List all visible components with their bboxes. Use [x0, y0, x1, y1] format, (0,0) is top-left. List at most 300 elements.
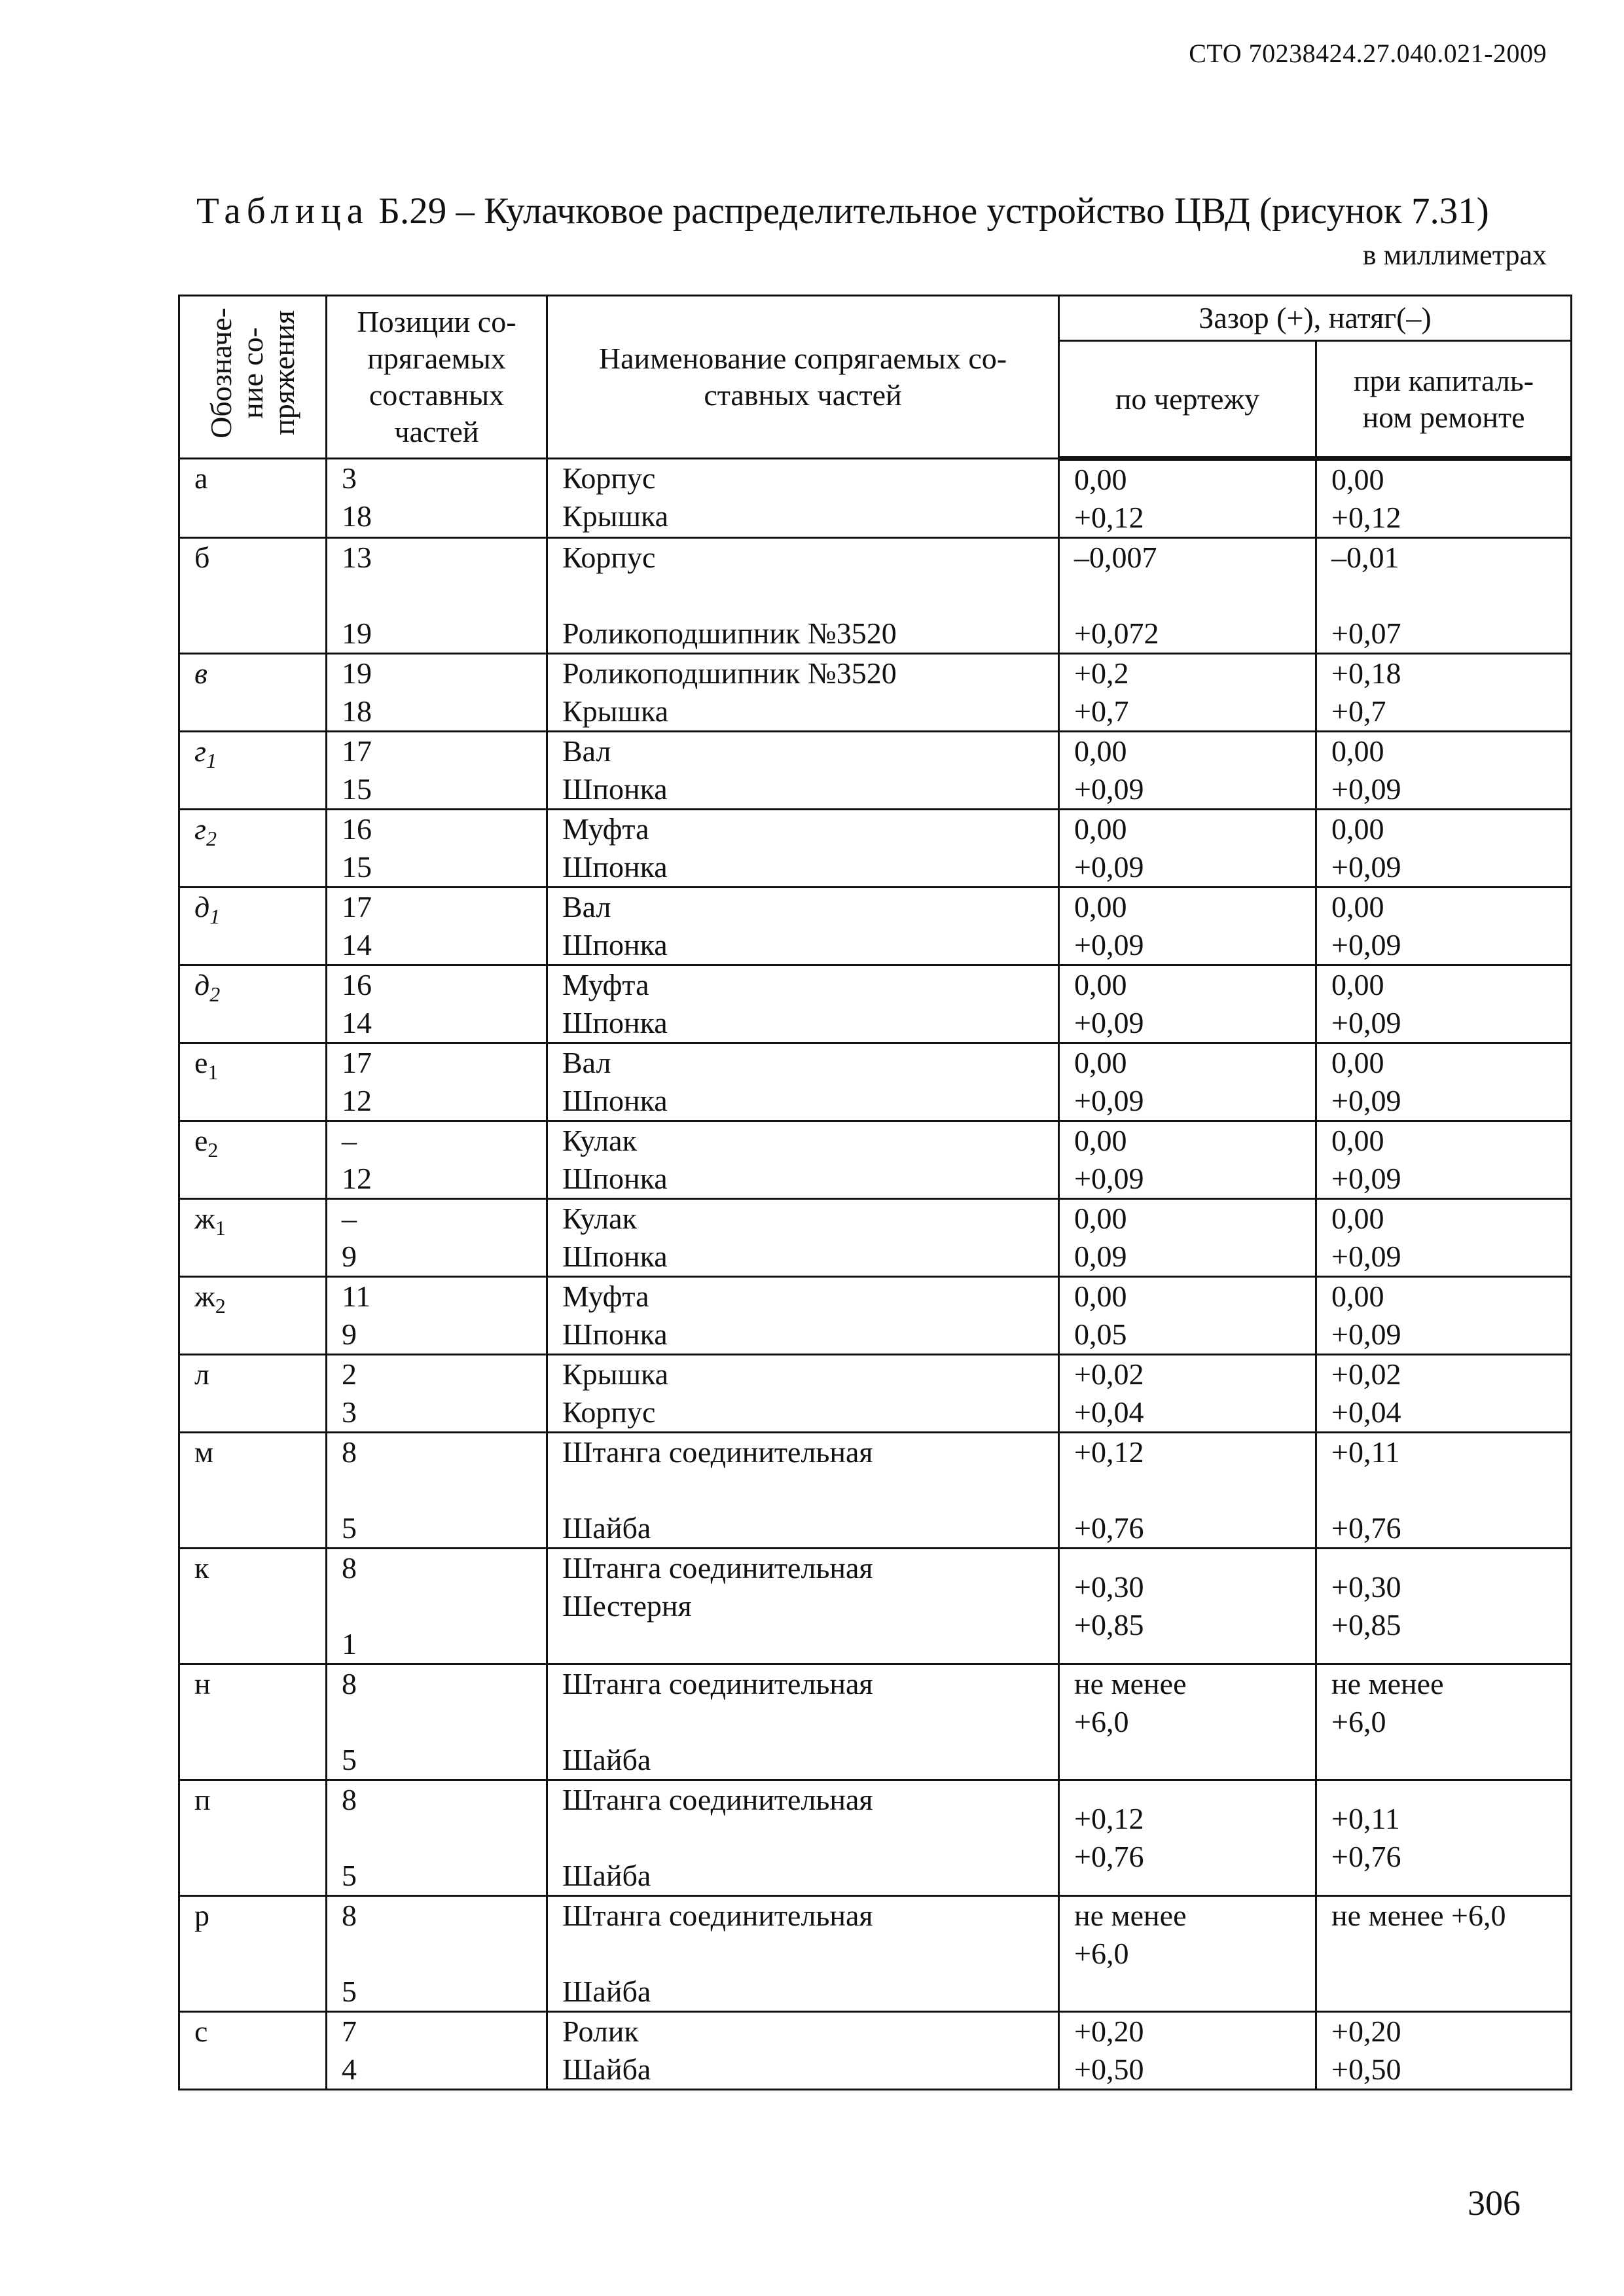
row-repair-value-line: +0,09: [1331, 1162, 1401, 1195]
row-code-subscript: 1: [208, 1060, 219, 1085]
row-code-subscript: 1: [206, 749, 217, 773]
row-positions-line: 3: [342, 461, 357, 495]
row-names-line: Шайба: [562, 2053, 651, 2086]
row-repair-value-line: +0,50: [1331, 2053, 1401, 2086]
row-code-subscript: 2: [215, 1294, 226, 1318]
row-drawing-value-line: +6,0: [1074, 1705, 1129, 1738]
row-code-subscript: 1: [215, 1216, 226, 1240]
row-code-letter: к: [194, 1551, 209, 1585]
row-positions-line: [342, 1935, 532, 1973]
row-positions-line: 19: [342, 656, 372, 690]
units-note: в миллиметрах: [1362, 239, 1547, 271]
row-code: [179, 459, 327, 538]
row-code: [179, 1664, 327, 1780]
row-drawing-value-line: [1074, 1973, 1301, 2011]
table-row: [179, 1355, 1572, 1433]
row-names: [547, 2012, 1059, 2090]
page-number: 306: [1468, 2183, 1521, 2223]
row-repair-value: [1316, 2012, 1572, 2090]
row-positions-line: 5: [342, 1975, 357, 2008]
row-positions-line: [342, 1703, 532, 1741]
row-repair-value-line: +0,09: [1331, 1084, 1401, 1117]
row-names-line: Штанга соединительная: [562, 1551, 873, 1585]
table-title-text: Б.29 – Кулачковое распределительное устройство ЦВД (рисунок 7.31): [378, 190, 1489, 232]
row-drawing-value-line: +0,7: [1074, 694, 1129, 728]
row-drawing-value-line: 0,00: [1074, 812, 1127, 846]
row-repair-value-line: –0,01: [1331, 541, 1399, 574]
row-drawing-value-line: +0,09: [1074, 928, 1144, 961]
row-positions-line: 17: [342, 1046, 372, 1079]
table-row: [179, 1277, 1572, 1355]
row-repair-value: [1316, 1121, 1572, 1199]
row-positions-line: [342, 1587, 532, 1625]
row-code-letter: г: [194, 812, 206, 846]
row-repair-value-line: +0,09: [1331, 1240, 1401, 1273]
row-code-letter: г: [194, 734, 206, 768]
table-row: [179, 538, 1572, 654]
row-repair-value-line: +0,18: [1331, 656, 1401, 690]
row-drawing-value-line: +0,09: [1074, 772, 1144, 806]
row-code: [179, 1277, 327, 1355]
row-names-line: Шпонка: [562, 1240, 668, 1273]
row-names: [547, 1664, 1059, 1780]
row-drawing-value-line: +0,12: [1074, 1802, 1144, 1835]
row-code: [179, 810, 327, 888]
row-names: [547, 1043, 1059, 1121]
row-names: [547, 888, 1059, 965]
fits-table: [178, 295, 1572, 2090]
row-drawing-value-line: +0,09: [1074, 1084, 1144, 1117]
row-positions-line: 16: [342, 968, 372, 1001]
row-drawing-value-line: +0,76: [1074, 1511, 1144, 1545]
row-drawing-value-line: +0,09: [1074, 1006, 1144, 1039]
row-code-letter: ж: [194, 1280, 215, 1313]
row-code-letter: р: [194, 1899, 209, 1932]
row-names-line: Корпус: [562, 541, 656, 574]
table-title: [196, 190, 1489, 232]
header-code-text: Обозначе- ние со- пряжения: [204, 307, 300, 439]
row-repair-value-line: +6,0: [1331, 1705, 1386, 1738]
row-positions: [327, 459, 547, 538]
row-drawing-value-line: +0,2: [1074, 656, 1129, 690]
row-repair-value: [1316, 1433, 1572, 1549]
row-names: [547, 459, 1059, 538]
row-positions: [327, 1896, 547, 2012]
row-positions-line: 9: [342, 1318, 357, 1351]
row-drawing-value: [1059, 1780, 1316, 1896]
row-names-line: Крышка: [562, 694, 669, 728]
row-names-line: Муфта: [562, 1280, 649, 1313]
row-positions-line: 5: [342, 1511, 357, 1545]
row-names-line: Штанга соединительная: [562, 1899, 873, 1932]
row-positions: [327, 1355, 547, 1433]
row-code: [179, 654, 327, 732]
row-names-line: Ролик: [562, 2015, 639, 2048]
row-drawing-value: [1059, 2012, 1316, 2090]
table-row: [179, 732, 1572, 810]
row-drawing-value-line: 0,00: [1074, 1202, 1127, 1235]
row-code: [179, 1896, 327, 2012]
row-code-letter: с: [194, 2015, 208, 2048]
table-row: [179, 459, 1572, 538]
row-names: [547, 1199, 1059, 1277]
row-names-line: Шпонка: [562, 1318, 668, 1351]
row-names-line: Крышка: [562, 1357, 669, 1391]
row-drawing-value-line: [1074, 577, 1301, 615]
header-code: [179, 296, 327, 459]
row-positions: [327, 732, 547, 810]
row-names-line: Шпонка: [562, 1084, 668, 1117]
row-positions-line: 1: [342, 1627, 357, 1660]
row-drawing-value: [1059, 1664, 1316, 1780]
row-names-line: Муфта: [562, 968, 649, 1001]
row-drawing-value-line: 0,00: [1074, 890, 1127, 924]
row-names: [547, 810, 1059, 888]
row-positions-line: 5: [342, 1743, 357, 1776]
row-drawing-value: [1059, 654, 1316, 732]
row-code: [179, 1199, 327, 1277]
row-drawing-value: [1059, 1896, 1316, 2012]
row-drawing-value: [1059, 1277, 1316, 1355]
row-names: [547, 965, 1059, 1043]
row-repair-value: [1316, 1043, 1572, 1121]
row-names-line: Штанга соединительная: [562, 1435, 873, 1469]
row-code-letter: в: [194, 656, 208, 690]
row-drawing-value-line: +0,76: [1074, 1840, 1144, 1873]
row-positions-line: 18: [342, 694, 372, 728]
row-code: [179, 538, 327, 654]
row-names-line: Шпонка: [562, 1162, 668, 1195]
table-title-prefix: Таблица: [196, 190, 370, 232]
row-positions-line: 19: [342, 617, 372, 650]
row-positions-line: 12: [342, 1084, 372, 1117]
row-names: [547, 732, 1059, 810]
row-drawing-value: [1059, 1121, 1316, 1199]
row-drawing-value: [1059, 810, 1316, 888]
row-drawing-value: [1059, 888, 1316, 965]
row-repair-value: [1316, 888, 1572, 965]
row-code: [179, 1121, 327, 1199]
row-names: [547, 1549, 1059, 1664]
row-positions-line: 15: [342, 772, 372, 806]
row-repair-value-line: +0,20: [1331, 2015, 1401, 2048]
row-drawing-value: [1059, 1433, 1316, 1549]
row-code: [179, 1780, 327, 1896]
row-repair-value-line: +0,09: [1331, 1318, 1401, 1351]
table-row: [179, 810, 1572, 888]
row-code-letter: п: [194, 1783, 211, 1816]
row-drawing-value: [1059, 459, 1316, 538]
row-repair-value: [1316, 1355, 1572, 1433]
row-names: [547, 1780, 1059, 1896]
row-names-line: Муфта: [562, 812, 649, 846]
row-drawing-value-line: +0,85: [1074, 1608, 1144, 1641]
row-repair-value-line: +0,76: [1331, 1840, 1401, 1873]
row-drawing-value: [1059, 1199, 1316, 1277]
row-positions: [327, 1664, 547, 1780]
table-row: [179, 654, 1572, 732]
row-drawing-value: [1059, 732, 1316, 810]
row-positions: [327, 1277, 547, 1355]
row-repair-value-line: [1331, 1471, 1556, 1509]
row-names-line: Корпус: [562, 461, 656, 495]
row-code-letter: м: [194, 1435, 214, 1469]
row-code: [179, 732, 327, 810]
row-repair-value-line: 0,00: [1331, 1046, 1384, 1079]
row-code-letter: б: [194, 541, 210, 574]
table-row: [179, 888, 1572, 965]
row-repair-value-line: +0,07: [1331, 617, 1401, 650]
row-positions: [327, 2012, 547, 2090]
row-repair-value: [1316, 1664, 1572, 1780]
row-repair-value-line: +0,12: [1331, 501, 1401, 534]
row-positions-line: 11: [342, 1280, 371, 1313]
row-code-letter: н: [194, 1667, 211, 1700]
row-names: [547, 1355, 1059, 1433]
row-repair-value-line: 0,00: [1331, 463, 1384, 496]
row-positions-line: 12: [342, 1162, 372, 1195]
row-code: [179, 888, 327, 965]
row-repair-value-line: +0,11: [1331, 1435, 1400, 1469]
row-code-letter: е: [194, 1124, 208, 1157]
row-positions: [327, 810, 547, 888]
row-positions-line: 14: [342, 1006, 372, 1039]
row-names: [547, 538, 1059, 654]
row-repair-value-line: +0,09: [1331, 772, 1401, 806]
row-code: [179, 1355, 327, 1433]
row-code-letter: д: [194, 890, 210, 924]
row-positions-line: 8: [342, 1551, 357, 1585]
row-names-line: [562, 1703, 1043, 1741]
row-names-line: Кулак: [562, 1202, 637, 1235]
row-positions: [327, 1549, 547, 1664]
row-repair-value-line: +0,09: [1331, 928, 1401, 961]
row-drawing-value-line: 0,09: [1074, 1240, 1127, 1273]
row-names-line: Шпонка: [562, 928, 668, 961]
table-row: [179, 965, 1572, 1043]
row-names: [547, 1121, 1059, 1199]
row-repair-value: [1316, 1780, 1572, 1896]
row-names-line: Шайба: [562, 1975, 651, 2008]
row-repair-value-line: +0,30: [1331, 1570, 1401, 1604]
row-drawing-value-line: +0,12: [1074, 501, 1144, 534]
row-positions-line: 4: [342, 2053, 357, 2086]
row-positions-line: 16: [342, 812, 372, 846]
row-repair-value-line: [1331, 1973, 1556, 2011]
row-repair-value-line: +0,76: [1331, 1511, 1401, 1545]
row-positions-line: 9: [342, 1240, 357, 1273]
row-names-line: Шпонка: [562, 1006, 668, 1039]
row-positions-line: 3: [342, 1395, 357, 1429]
row-names-line: Шайба: [562, 1859, 651, 1892]
row-code: [179, 1433, 327, 1549]
row-positions-line: [342, 577, 532, 615]
row-drawing-value-line: +0,20: [1074, 2015, 1144, 2048]
row-repair-value-line: 0,00: [1331, 890, 1384, 924]
row-code-subscript: 2: [206, 827, 217, 851]
table-row: [179, 1043, 1572, 1121]
row-code-letter: а: [194, 461, 208, 495]
row-repair-value-line: не менее: [1331, 1667, 1444, 1700]
row-drawing-value: [1059, 538, 1316, 654]
row-code: [179, 1549, 327, 1664]
row-positions-line: [342, 1471, 532, 1509]
row-drawing-value-line: +0,09: [1074, 850, 1144, 884]
row-positions-line: 17: [342, 734, 372, 768]
table-row: [179, 1549, 1572, 1664]
table-body: [179, 459, 1572, 2090]
row-code: [179, 1043, 327, 1121]
row-positions-line: [342, 1819, 532, 1857]
document-code: СТО 70238424.27.040.021-2009: [1189, 39, 1547, 68]
row-names-line: Кулак: [562, 1124, 637, 1157]
row-positions-line: 13: [342, 541, 372, 574]
row-drawing-value-line: +0,50: [1074, 2053, 1144, 2086]
table-row: [179, 1433, 1572, 1549]
row-code-letter: д: [194, 968, 210, 1001]
row-drawing-value-line: не менее: [1074, 1667, 1187, 1700]
row-positions: [327, 1780, 547, 1896]
row-repair-value-line: 0,00: [1331, 812, 1384, 846]
row-names: [547, 1277, 1059, 1355]
row-names-line: [562, 577, 1043, 615]
row-repair-value-line: не менее +6,0: [1331, 1899, 1506, 1932]
row-drawing-value-line: [1074, 1741, 1301, 1779]
row-drawing-value-line: 0,05: [1074, 1318, 1127, 1351]
row-repair-value-line: +0,11: [1331, 1802, 1400, 1835]
row-names-line: [562, 1625, 1043, 1663]
table-row: [179, 1121, 1572, 1199]
row-names-line: Вал: [562, 1046, 611, 1079]
row-names: [547, 1896, 1059, 2012]
row-repair-value-line: +0,85: [1331, 1608, 1401, 1641]
row-names-line: Шайба: [562, 1511, 651, 1545]
row-code: [179, 965, 327, 1043]
row-drawing-value-line: +6,0: [1074, 1937, 1129, 1970]
row-drawing-value-line: +0,04: [1074, 1395, 1144, 1429]
row-repair-value-line: +0,09: [1331, 1006, 1401, 1039]
row-repair-value-line: [1331, 1935, 1556, 1973]
row-repair-value: [1316, 1199, 1572, 1277]
row-names-line: Корпус: [562, 1395, 656, 1429]
row-repair-value-line: 0,00: [1331, 1280, 1384, 1313]
row-drawing-value-line: +0,072: [1074, 617, 1159, 650]
row-repair-value: [1316, 654, 1572, 732]
table-row: [179, 2012, 1572, 2090]
row-names-line: Штанга соединительная: [562, 1667, 873, 1700]
table-row: [179, 1199, 1572, 1277]
row-positions: [327, 1043, 547, 1121]
row-positions: [327, 1121, 547, 1199]
row-repair-value-line: 0,00: [1331, 734, 1384, 768]
row-positions-line: –: [342, 1124, 357, 1157]
row-positions-line: 17: [342, 890, 372, 924]
row-names-line: Шпонка: [562, 850, 668, 884]
row-repair-value-line: +0,04: [1331, 1395, 1401, 1429]
row-positions: [327, 1433, 547, 1549]
row-positions: [327, 888, 547, 965]
row-drawing-value-line: +0,30: [1074, 1570, 1144, 1604]
row-drawing-value-line: 0,00: [1074, 1124, 1127, 1157]
row-drawing-value-line: –0,007: [1074, 541, 1157, 574]
row-positions-line: 8: [342, 1667, 357, 1700]
row-drawing-value-line: +0,09: [1074, 1162, 1144, 1195]
row-names-line: Крышка: [562, 499, 669, 533]
row-drawing-value: [1059, 965, 1316, 1043]
row-names-line: Шпонка: [562, 772, 668, 806]
row-repair-value-line: +0,09: [1331, 850, 1401, 884]
table-row: [179, 1780, 1572, 1896]
row-repair-value: [1316, 1549, 1572, 1664]
row-code-subscript: 1: [209, 905, 221, 929]
row-drawing-value-line: 0,00: [1074, 968, 1127, 1001]
row-repair-value: [1316, 1277, 1572, 1355]
row-repair-value: [1316, 965, 1572, 1043]
row-positions-line: 8: [342, 1435, 357, 1469]
row-code-letter: ж: [194, 1202, 215, 1235]
row-repair-value-line: +0,7: [1331, 694, 1386, 728]
table-row: [179, 1896, 1572, 2012]
row-positions-line: 7: [342, 2015, 357, 2048]
row-positions-line: 18: [342, 499, 372, 533]
header-positions: Позиции со- прягаемых составных частей: [327, 296, 547, 459]
row-names-line: Штанга соединительная: [562, 1783, 873, 1816]
row-drawing-value-line: +0,02: [1074, 1357, 1144, 1391]
row-repair-value-line: [1331, 1741, 1556, 1779]
row-names-line: [562, 1819, 1043, 1857]
row-positions: [327, 538, 547, 654]
row-positions-line: 8: [342, 1783, 357, 1816]
row-drawing-value-line: 0,00: [1074, 463, 1127, 496]
row-positions-line: 15: [342, 850, 372, 884]
row-drawing-value-line: не менее: [1074, 1899, 1187, 1932]
header-drawing: по чертежу: [1059, 341, 1316, 459]
row-names-line: Шестерня: [562, 1589, 692, 1623]
row-positions-line: 8: [342, 1899, 357, 1932]
header-repair: при капиталь- ном ремонте: [1316, 341, 1572, 459]
row-names-line: [562, 1471, 1043, 1509]
row-drawing-value-line: 0,00: [1074, 734, 1127, 768]
row-names-line: Роликоподшипник №3520: [562, 656, 897, 690]
row-drawing-value: [1059, 1355, 1316, 1433]
row-names-line: Шайба: [562, 1743, 651, 1776]
row-drawing-value-line: [1074, 1471, 1301, 1509]
row-drawing-value-line: 0,00: [1074, 1046, 1127, 1079]
row-positions-line: –: [342, 1202, 357, 1235]
row-repair-value: [1316, 1896, 1572, 2012]
table-row: [179, 1664, 1572, 1780]
row-names-line: Роликоподшипник №3520: [562, 617, 897, 650]
row-names: [547, 654, 1059, 732]
row-positions: [327, 965, 547, 1043]
row-repair-value-line: [1331, 577, 1556, 615]
header-gap: Зазор (+), натяг(–): [1059, 296, 1572, 341]
row-repair-value: [1316, 459, 1572, 538]
row-repair-value: [1316, 732, 1572, 810]
row-drawing-value-line: 0,00: [1074, 1280, 1127, 1313]
row-repair-value: [1316, 810, 1572, 888]
row-drawing-value: [1059, 1043, 1316, 1121]
row-drawing-value: [1059, 1549, 1316, 1664]
row-positions-line: 2: [342, 1357, 357, 1391]
row-code-letter: е: [194, 1046, 208, 1079]
row-positions: [327, 654, 547, 732]
row-repair-value-line: 0,00: [1331, 1124, 1384, 1157]
row-repair-value-line: 0,00: [1331, 1202, 1384, 1235]
row-names: [547, 1433, 1059, 1549]
row-code-subscript: 2: [209, 982, 221, 1007]
row-repair-value: [1316, 538, 1572, 654]
